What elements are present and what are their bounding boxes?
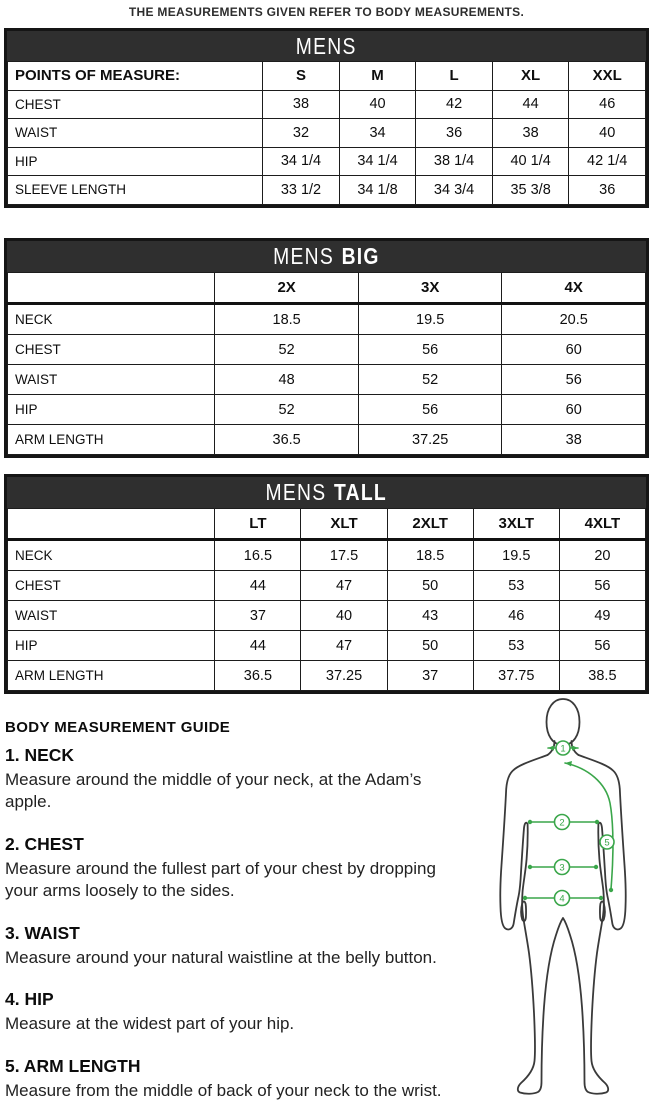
marker-5: 5 — [604, 837, 610, 849]
size-table-mens — [4, 28, 649, 208]
table-title-suffix: BIG — [341, 243, 380, 269]
measure-value: 53 — [473, 571, 559, 601]
measure-row-label: ARM LENGTH — [8, 425, 215, 455]
measure-value: 50 — [387, 631, 473, 661]
table-title-main: MENS — [296, 32, 357, 59]
measure-value: 42 1/4 — [569, 147, 646, 176]
measure-row — [8, 631, 646, 661]
marker-3: 3 — [559, 862, 565, 874]
measure-row-label: CHEST — [8, 90, 263, 119]
measure-value: 44 — [215, 571, 301, 601]
column-header-row — [8, 62, 646, 91]
measure-row-label: ARM LENGTH — [8, 661, 215, 691]
measure-value: 43 — [387, 601, 473, 631]
guide-item-text: Measure from the middle of back of your neck to the wrist. — [5, 1080, 442, 1100]
measure-value: 37 — [215, 601, 301, 631]
measure-row — [8, 335, 646, 365]
measure-value: 56 — [559, 631, 645, 661]
measure-value: 36 — [416, 119, 493, 148]
figure-body — [500, 755, 625, 1094]
measure-value: 37 — [387, 661, 473, 691]
measure-row-label: WAIST — [8, 119, 263, 148]
marker-1: 1 — [560, 743, 566, 755]
measure-value: 34 3/4 — [416, 176, 493, 205]
measure-value: 38 — [492, 119, 569, 148]
measure-value: 37.25 — [301, 661, 387, 691]
measure-value: 52 — [215, 335, 359, 365]
size-column-header: 2X — [215, 273, 359, 304]
column-header-row — [8, 509, 646, 540]
measure-row-label: CHEST — [8, 571, 215, 601]
size-column-header: L — [416, 62, 493, 91]
measure-row-label: NECK — [8, 540, 215, 571]
measure-value: 40 — [569, 119, 646, 148]
measure-value: 16.5 — [215, 540, 301, 571]
size-column-header: M — [339, 62, 416, 91]
points-of-measure-label — [8, 273, 215, 304]
measure-value: 20 — [559, 540, 645, 571]
measure-value: 50 — [387, 571, 473, 601]
guide-item-heading: 2. CHEST — [5, 833, 84, 854]
measure-value: 34 1/8 — [339, 176, 416, 205]
guide-item-text: Measure around the fullest part of your chest by dropping your arms loosely to the sides. — [5, 858, 436, 901]
measure-row-label: HIP — [8, 147, 263, 176]
measure-row-label: HIP — [8, 395, 215, 425]
measure-row — [8, 425, 646, 455]
marker-2: 2 — [559, 817, 565, 829]
measure-row — [8, 661, 646, 691]
measure-value: 38 — [263, 90, 340, 119]
measure-row — [8, 304, 646, 335]
measure-row-label: NECK — [8, 304, 215, 335]
measure-value: 32 — [263, 119, 340, 148]
figure-head — [547, 699, 580, 745]
measure-value: 53 — [473, 631, 559, 661]
marker-4: 4 — [559, 893, 565, 905]
table-header-bar — [7, 241, 646, 272]
size-column-header: 3XLT — [473, 509, 559, 540]
table-title-main: MENS — [265, 479, 327, 505]
measure-value: 48 — [215, 365, 359, 395]
measurements-table — [7, 272, 646, 455]
table-title-main: MENS — [273, 243, 335, 269]
table-title — [266, 479, 387, 506]
measure-value: 56 — [502, 365, 646, 395]
size-column-header: XL — [492, 62, 569, 91]
measure-value: 34 1/4 — [339, 147, 416, 176]
measure-value: 60 — [502, 395, 646, 425]
measure-value: 40 — [301, 601, 387, 631]
measure-row — [8, 365, 646, 395]
measure-row — [8, 540, 646, 571]
guide-item-text: Measure around the middle of your neck, at the Adam’s apple. — [5, 770, 422, 812]
measure-value: 19.5 — [473, 540, 559, 571]
measure-row-label: WAIST — [8, 601, 215, 631]
measure-value: 38 1/4 — [416, 147, 493, 176]
measure-value: 46 — [473, 601, 559, 631]
measure-row — [8, 90, 646, 119]
measure-value: 34 1/4 — [263, 147, 340, 176]
size-column-header: XXL — [569, 62, 646, 91]
guide-item-heading: 5. ARM LENGTH — [5, 1055, 141, 1076]
table-title — [273, 243, 380, 270]
measure-value: 56 — [358, 395, 502, 425]
measure-value: 38 — [502, 425, 646, 455]
measure-value: 56 — [559, 571, 645, 601]
size-column-header: 2XLT — [387, 509, 473, 540]
measure-row — [8, 176, 646, 205]
measure-value: 18.5 — [215, 304, 359, 335]
body-figure-illustration — [460, 695, 653, 1099]
guide-item — [5, 1056, 465, 1102]
table-header-bar — [7, 477, 646, 508]
guide-item-heading: 1. NECK — [5, 745, 75, 765]
size-column-header: 4XLT — [559, 509, 645, 540]
measure-value: 37.75 — [473, 661, 559, 691]
measure-value: 34 — [339, 119, 416, 148]
measure-value: 36 — [569, 176, 646, 205]
measure-value: 36.5 — [215, 425, 359, 455]
measure-row-label: HIP — [8, 631, 215, 661]
measure-value: 44 — [492, 90, 569, 119]
measure-value: 18.5 — [387, 540, 473, 571]
guide-item-heading: 3. WAIST — [5, 922, 80, 943]
size-column-header: S — [263, 62, 340, 91]
guide-item — [5, 989, 465, 1035]
table-header-bar — [7, 31, 646, 61]
measure-value: 44 — [215, 631, 301, 661]
measure-value: 46 — [569, 90, 646, 119]
measure-row-label: SLEEVE LENGTH — [8, 176, 263, 205]
measure-value: 42 — [416, 90, 493, 119]
guide-item-text: Measure around your natural waistline at the belly button. — [5, 947, 437, 967]
column-header-row — [8, 273, 646, 304]
guide-item — [5, 745, 465, 814]
measurements-table — [7, 61, 646, 205]
measure-row — [8, 395, 646, 425]
measure-row-label: WAIST — [8, 365, 215, 395]
measure-value: 52 — [215, 395, 359, 425]
arm-length-measure-curve — [565, 761, 613, 892]
size-column-header: LT — [215, 509, 301, 540]
guide-item-text: Measure at the widest part of your hip. — [5, 1014, 295, 1034]
measure-row-label: CHEST — [8, 335, 215, 365]
measure-value: 47 — [301, 631, 387, 661]
table-title-suffix: TALL — [334, 479, 388, 505]
guide-title: BODY MEASUREMENT GUIDE — [5, 719, 231, 736]
measurements-table — [7, 508, 646, 691]
size-table-mens-big — [4, 238, 649, 458]
measure-row — [8, 601, 646, 631]
measure-value: 35 3/8 — [492, 176, 569, 205]
points-of-measure-label: POINTS OF MEASURE: — [8, 62, 263, 91]
measure-value: 47 — [301, 571, 387, 601]
measure-value: 33 1/2 — [263, 176, 340, 205]
measure-value: 40 1/4 — [492, 147, 569, 176]
measure-value: 40 — [339, 90, 416, 119]
disclaimer-text: THE MEASUREMENTS GIVEN REFER TO BODY MEASUREMENTS. — [128, 5, 525, 19]
size-column-header: 4X — [502, 273, 646, 304]
measure-value: 20.5 — [502, 304, 646, 335]
guide-item — [5, 923, 465, 969]
measure-value: 38.5 — [559, 661, 645, 691]
measure-value: 36.5 — [215, 661, 301, 691]
size-column-header: 3X — [358, 273, 502, 304]
measure-value: 17.5 — [301, 540, 387, 571]
measure-value: 52 — [358, 365, 502, 395]
size-column-header: XLT — [301, 509, 387, 540]
size-table-mens-tall — [4, 474, 649, 694]
measure-value: 56 — [358, 335, 502, 365]
table-title — [296, 33, 357, 60]
guide-item-heading: 4. HIP — [5, 989, 54, 1010]
guide-item — [5, 834, 465, 903]
measure-row — [8, 571, 646, 601]
measure-value: 60 — [502, 335, 646, 365]
measure-row — [8, 119, 646, 148]
body-figure — [460, 695, 653, 1099]
body-measurement-guide — [5, 719, 465, 1102]
points-of-measure-label — [8, 509, 215, 540]
measure-value: 37.25 — [358, 425, 502, 455]
measure-value: 19.5 — [358, 304, 502, 335]
measure-value: 49 — [559, 601, 645, 631]
measure-row — [8, 147, 646, 176]
